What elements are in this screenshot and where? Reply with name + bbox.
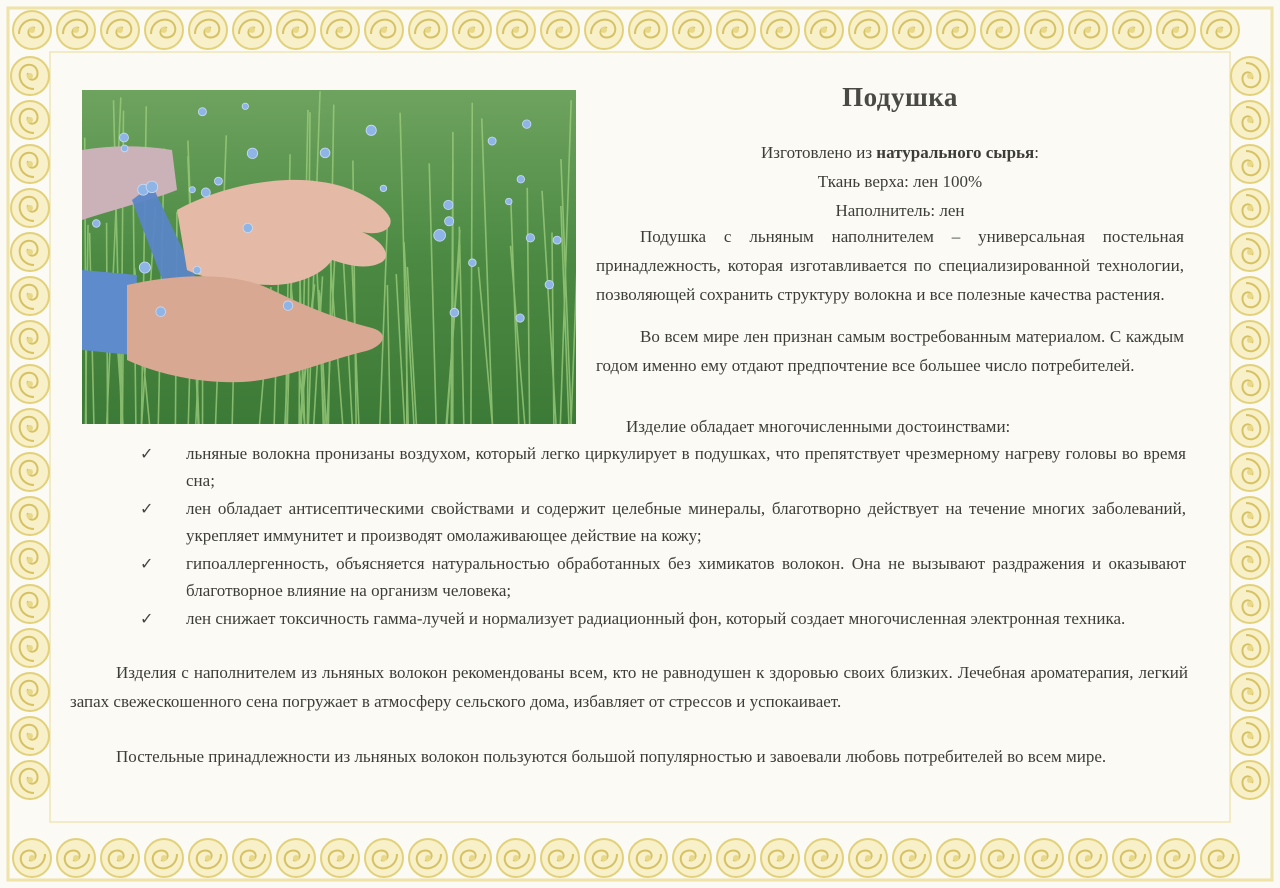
swirl-ornament (145, 839, 183, 877)
swirl-ornament (1231, 145, 1269, 183)
material-bold: натурального сырья (876, 143, 1035, 162)
check-icon: ✓ (140, 554, 154, 573)
swirl-ornament (11, 673, 49, 711)
list-item (140, 605, 1186, 632)
swirl-ornament (11, 409, 49, 447)
swirl-ornament (849, 11, 887, 49)
swirl-ornament (937, 11, 975, 49)
page-title: Подушка (842, 82, 958, 112)
swirl-ornament (189, 839, 227, 877)
swirl-ornament (1025, 11, 1063, 49)
swirl-ornament (321, 839, 359, 877)
swirl-ornament (1231, 629, 1269, 667)
swirl-ornament (453, 839, 491, 877)
swirl-ornament (57, 11, 95, 49)
list-item (140, 440, 1186, 494)
swirl-ornament (277, 839, 315, 877)
swirl-ornament (497, 839, 535, 877)
swirl-ornament (233, 839, 271, 877)
swirl-ornament (585, 839, 623, 877)
benefits-list (140, 440, 1186, 633)
swirl-ornament (13, 839, 51, 877)
swirl-ornament (1231, 365, 1269, 403)
swirl-ornament (1231, 497, 1269, 535)
swirl-ornament (1231, 321, 1269, 359)
swirl-ornament (1069, 839, 1107, 877)
swirl-ornament (1157, 839, 1195, 877)
swirl-ornament (1231, 189, 1269, 227)
swirl-ornament (11, 585, 49, 623)
swirl-ornament (805, 11, 843, 49)
swirl-ornament (981, 11, 1019, 49)
list-item-text: льняные волокна пронизаны воздухом, который легко циркулирует в подушках, что препятствует чрезмерному нагреву головы во время сна; (186, 444, 1186, 490)
swirl-ornament (1231, 673, 1269, 711)
swirl-ornament (11, 453, 49, 491)
swirl-ornament (57, 839, 95, 877)
swirl-ornament (409, 839, 447, 877)
swirl-ornament (1231, 233, 1269, 271)
swirl-ornament (1113, 839, 1151, 877)
swirl-ornament (1231, 409, 1269, 447)
swirl-ornament (365, 839, 403, 877)
swirl-ornament (11, 497, 49, 535)
material-prefix: Изготовлено из (761, 143, 877, 162)
intro-paragraph: Подушка с льняным наполнителем – универсальная постельная принадлежность, которая изготавливается по специализированной технологии, позволяющей сохранить структуру волокна и все полезные качества растения. (596, 227, 1184, 304)
swirl-ornament (13, 11, 51, 49)
swirl-ornament (145, 11, 183, 49)
swirl-ornament (1231, 761, 1269, 799)
list-item-text: гипоаллергенность, объясняется натуральностью обработанных без химикатов волокон. Она не вызывают раздражения и оказывают благотворное влияние на организм человека; (186, 554, 1186, 600)
list-item-text: лен обладает антисептическими свойствами и содержит целебные минералы, благотворно действует на течение многих заболеваний, укрепляет иммунитет и производят омолаживающее действие на кожу; (186, 499, 1186, 545)
swirl-ornament (541, 839, 579, 877)
swirl-ornament (717, 839, 755, 877)
swirl-ornament (673, 839, 711, 877)
swirl-ornament (101, 839, 139, 877)
popular-paragraph: Постельные принадлежности из льняных волокон пользуются большой популярностью и завоевали любовь потребителей во всем мире. (116, 747, 1107, 766)
swirl-ornament (1113, 11, 1151, 49)
swirl-ornament (365, 11, 403, 49)
swirl-ornament (11, 365, 49, 403)
swirl-ornament (11, 277, 49, 315)
swirl-ornament (1231, 277, 1269, 315)
swirl-ornament (11, 629, 49, 667)
swirl-ornament (1231, 453, 1269, 491)
swirl-ornament (761, 11, 799, 49)
recommend-paragraph: Изделия с наполнителем из льняных волокон рекомендованы всем, кто не равнодушен к здоровью своих близких. Лечебная ароматерапия, легкий запах свежескошенного сена погружает в атмосферу сельского дома, избавляет от стрессов и успокаивает. (70, 663, 1188, 711)
swirl-ornament (541, 11, 579, 49)
swirl-ornament (1069, 11, 1107, 49)
swirl-ornament (11, 189, 49, 227)
swirl-ornament (761, 839, 799, 877)
check-icon: ✓ (140, 499, 154, 518)
swirl-ornament (849, 839, 887, 877)
swirl-ornament (11, 145, 49, 183)
swirl-ornament (717, 11, 755, 49)
swirl-ornament (1201, 839, 1239, 877)
swirl-ornament (585, 11, 623, 49)
flax-field-photo (82, 90, 576, 424)
check-icon: ✓ (140, 609, 154, 628)
swirl-ornament (409, 11, 447, 49)
swirl-ornament (893, 11, 931, 49)
swirl-ornament (981, 839, 1019, 877)
swirl-ornament (11, 761, 49, 799)
swirl-ornament (893, 839, 931, 877)
material-line (600, 138, 1200, 167)
filler-spec: Наполнитель: лен (835, 201, 965, 220)
swirl-ornament (629, 839, 667, 877)
swirl-ornament (11, 233, 49, 271)
list-item (140, 495, 1186, 549)
swirl-ornament (1025, 839, 1063, 877)
list-item (140, 550, 1186, 604)
fabric-spec: Ткань верха: лен 100% (817, 172, 983, 191)
list-item-text: лен снижает токсичность гамма-лучей и нормализует радиационный фон, который создает многочисленная электронная техника. (186, 609, 1126, 628)
swirl-ornament (497, 11, 535, 49)
swirl-ornament (937, 839, 975, 877)
swirl-ornament (1231, 57, 1269, 95)
flax-photo-icon (82, 90, 576, 424)
swirl-ornament (11, 101, 49, 139)
merits-paragraph: Изделие обладает многочисленными достоинствами: (626, 417, 1011, 436)
swirl-ornament (11, 321, 49, 359)
swirl-ornament (1231, 101, 1269, 139)
swirl-ornament (673, 11, 711, 49)
swirl-ornament (453, 11, 491, 49)
swirl-ornament (1231, 717, 1269, 755)
swirl-ornament (11, 717, 49, 755)
swirl-ornament (11, 541, 49, 579)
swirl-ornament (1231, 585, 1269, 623)
swirl-ornament (11, 57, 49, 95)
swirl-ornament (1157, 11, 1195, 49)
material-suffix: : (1034, 143, 1039, 162)
swirl-ornament (321, 11, 359, 49)
swirl-ornament (629, 11, 667, 49)
swirl-ornament (1231, 541, 1269, 579)
swirl-ornament (1201, 11, 1239, 49)
swirl-ornament (233, 11, 271, 49)
swirl-ornament (277, 11, 315, 49)
swirl-ornament (101, 11, 139, 49)
check-icon: ✓ (140, 444, 154, 463)
world-paragraph: Во всем мире лен признан самым востребованным материалом. С каждым годом именно ему отдают предпочтение все большее число потребителей. (596, 327, 1184, 375)
swirl-ornament (805, 839, 843, 877)
swirl-ornament (189, 11, 227, 49)
